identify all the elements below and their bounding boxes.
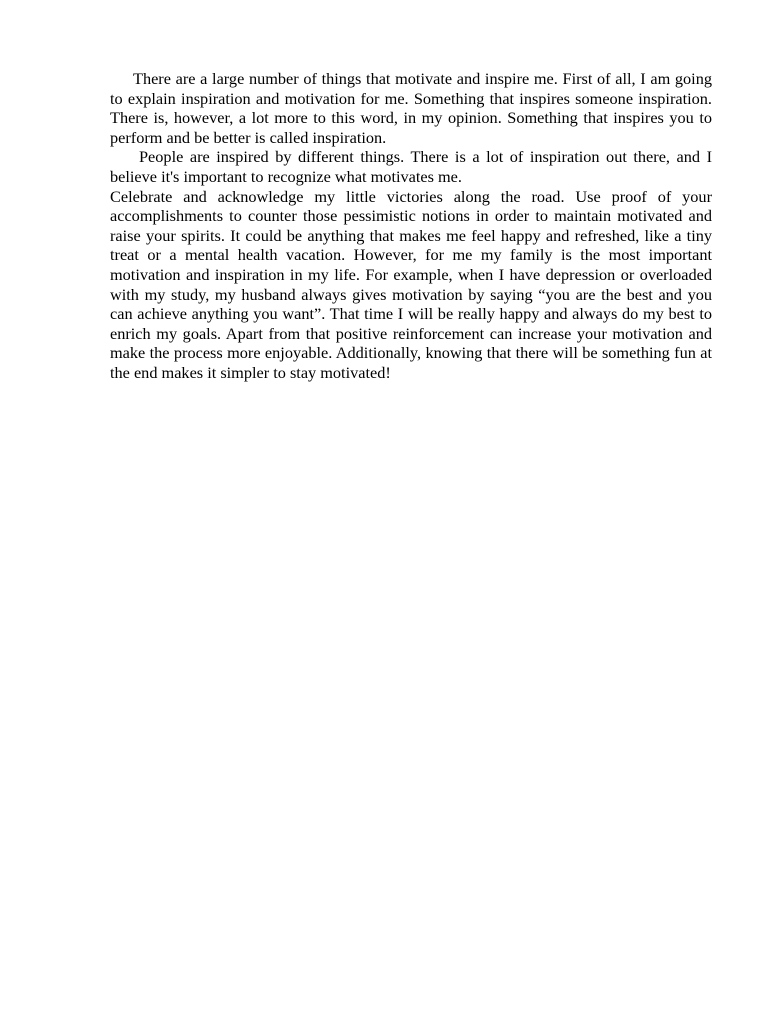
paragraph-inspiration-definition: There are a large number of things that motivate and inspire me. First of all, I am going to explain inspiration and motivation for me. Something that inspires someone inspiration. There is, however, a lot more to this word, in my opinion. Something that inspires you to perform and be better is called inspiration.: [110, 69, 712, 147]
document-body: [110, 69, 712, 383]
paragraph-celebrate-victories: Celebrate and acknowledge my little victories along the road. Use proof of your accomplishments to counter those pessimistic notions in order to maintain motivated and raise your spirits. It could be anything that makes me feel happy and refreshed, like a tiny treat or a mental health vacation. However, for me my family is the most important motivation and inspiration in my life. For example, when I have depression or overloaded with my study, my husband always gives motivation by saying “you are the best and you can achieve anything you want”. That time I will be really happy and always do my best to enrich my goals. Apart from that positive reinforcement can increase your motivation and make the process more enjoyable. Additionally, knowing that there will be something fun at the end makes it simpler to stay motivated!: [110, 186, 712, 382]
paragraph-different-things: People are inspired by different things. There is a lot of inspiration out there, and I believe it's important to recognize what motivates me.: [110, 147, 712, 186]
